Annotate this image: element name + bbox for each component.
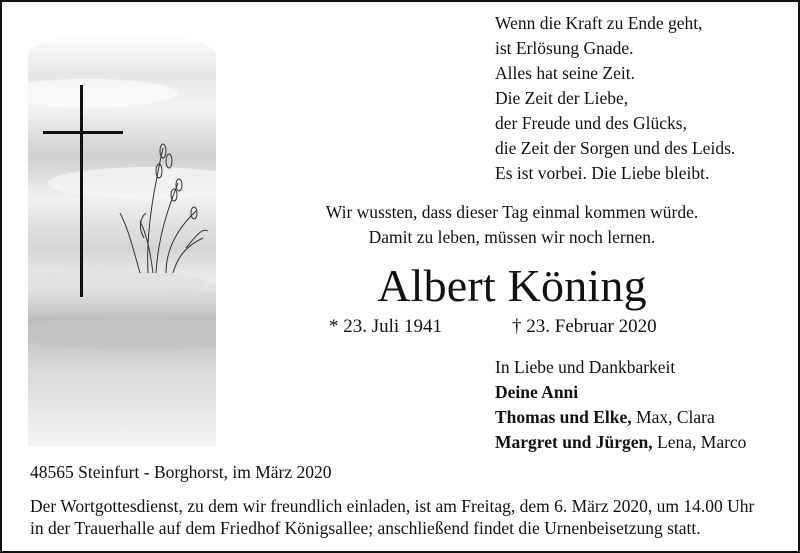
mourners-intro: In Liebe und Dankbarkeit <box>495 357 676 377</box>
poem-line: die Zeit der Sorgen und des Leids. <box>495 138 736 158</box>
birth-date: * 23. Juli 1941 <box>329 316 442 337</box>
poem-line: der Freude und des Glücks, <box>495 113 687 133</box>
mourner-names: Thomas und Elke, <box>495 407 632 427</box>
grass-icon <box>120 144 208 273</box>
mourner-line <box>495 430 746 455</box>
poem-line: Es ist vorbei. Die Liebe bleibt. <box>495 163 710 183</box>
mourner-children: Lena, Marco <box>652 432 747 452</box>
death-date: † 23. Februar 2020 <box>512 316 657 337</box>
memorial-artwork <box>28 33 216 446</box>
poem-line: Alles hat seine Zeit. <box>495 63 635 83</box>
memorial-artwork-drawing <box>28 33 216 446</box>
service-line: Der Wortgottesdienst, zu dem wir freundlich einladen, ist am Freitag, dem 6. März 2020, um 14.00 Uhr <box>30 496 755 516</box>
mourner-names: Deine Anni <box>495 382 579 402</box>
mourner-line <box>495 380 746 405</box>
service-line: in der Trauerhalle auf dem Friedhof Königsallee; anschließend findet die Urnenbeisetzung statt. <box>30 518 701 538</box>
poem-line: Die Zeit der Liebe, <box>495 88 629 108</box>
poem-line: Wenn die Kraft zu Ende geht, <box>495 13 703 33</box>
service-info <box>30 495 790 539</box>
mourners <box>495 355 746 455</box>
saying-line: Wir wussten, dass dieser Tag einmal kommen würde. <box>325 202 699 222</box>
poem-line: ist Erlösung Gnade. <box>495 38 634 58</box>
mourner-line <box>495 405 746 430</box>
place-date: 48565 Steinfurt - Borghorst, im März 2020 <box>30 462 332 482</box>
poem <box>495 11 735 186</box>
deceased-name: Albert Köning <box>377 260 647 311</box>
mourner-names: Margret und Jürgen, <box>495 432 653 452</box>
saying <box>252 200 772 250</box>
mourner-children: Max, Clara <box>631 407 715 427</box>
saying-line: Damit zu leben, müssen wir noch lernen. <box>368 227 656 247</box>
